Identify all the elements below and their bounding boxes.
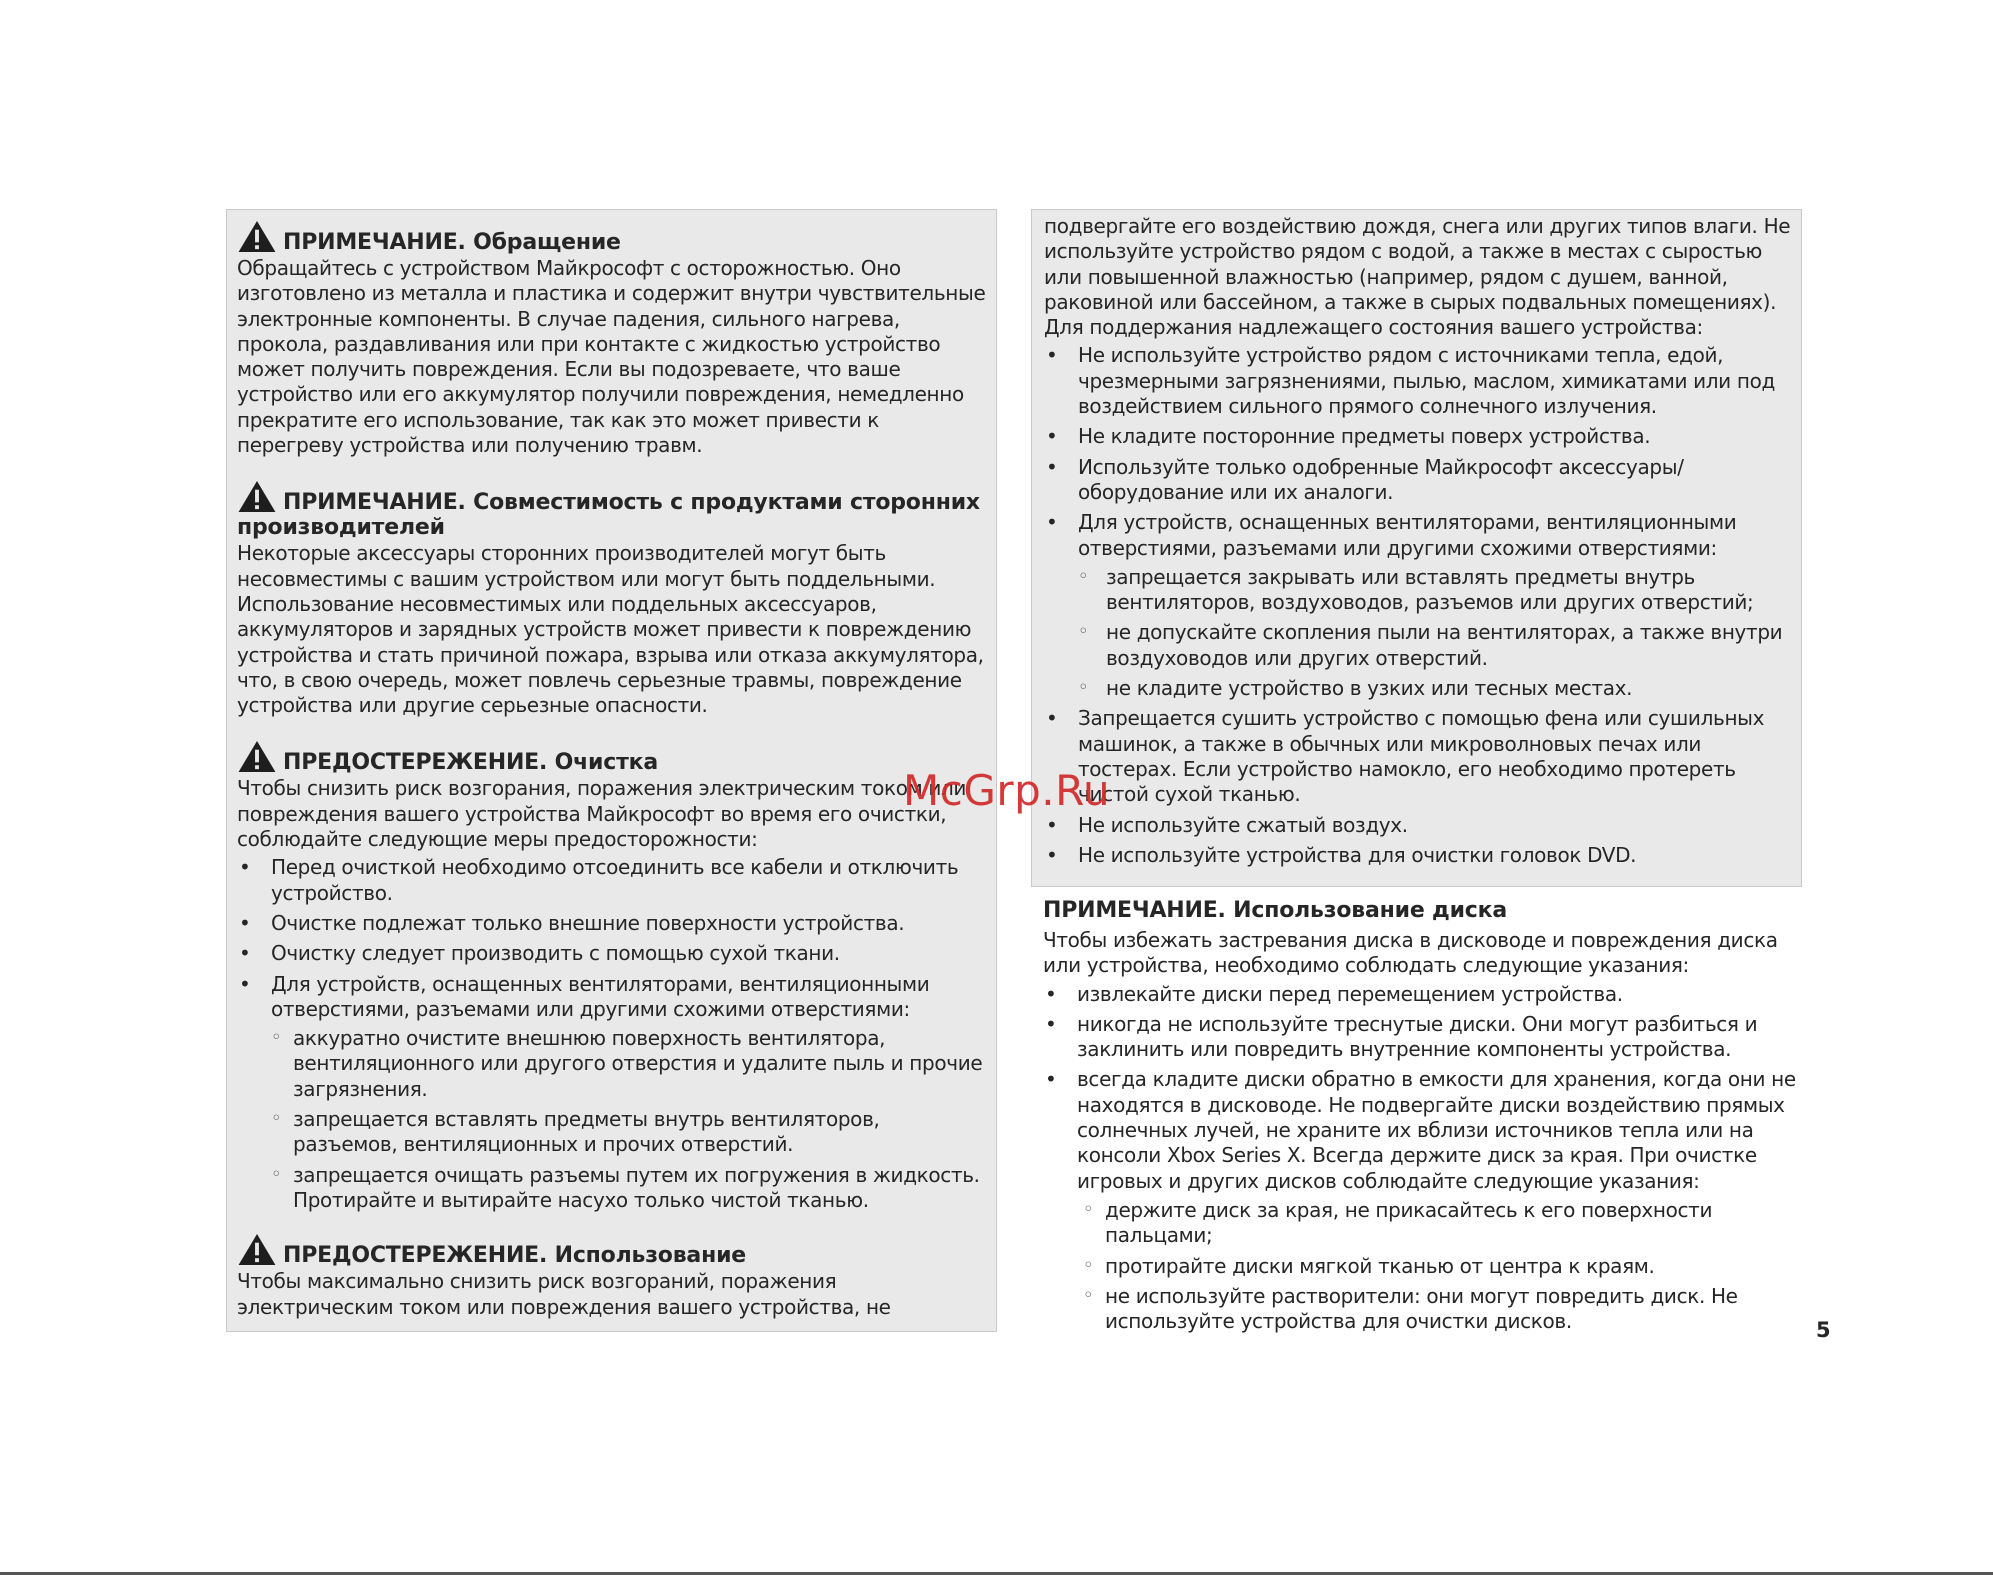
bullet-marker: • [1045, 1067, 1057, 1092]
sub-list [1077, 1198, 1803, 1334]
list-item [1043, 1067, 1803, 1334]
sub-list-item [1078, 676, 1793, 701]
sub-item-text: не кладите устройство в узких или тесных местах. [1106, 676, 1633, 701]
list-item-text: Не используйте устройство рядом с источниками тепла, едой, чрезмерными загрязнениями, пылью, маслом, химикатами или под воздействием сильного прямого солнечного излучения. [1078, 343, 1775, 419]
section-handling [237, 220, 986, 458]
sub-bullet-marker: ◦ [271, 1108, 282, 1130]
list-item-text: Не используйте устройства для очистки головок DVD. [1078, 842, 1637, 867]
sub-item-text: протирайте диски мягкой тканью от центра к краям. [1105, 1253, 1655, 1278]
right-safety-panel [1031, 209, 1802, 887]
list-item [237, 855, 986, 906]
list-item-text: всегда кладите диски обратно в емкости для хранения, когда они не находятся в дисководе. Не подвергайте диски воздействию прямых солнечных лучей, не храните их вблизи источников тепла или на консоли Xbox Series X. Всегда держите диск за края. При очистке игровых и других дисков соблюдайте следующие указания: [1077, 1067, 1796, 1193]
sub-list-item [1083, 1198, 1803, 1249]
bullet-marker: • [239, 971, 251, 996]
sub-bullet-marker: ◦ [1083, 1254, 1094, 1276]
list-item [237, 911, 986, 936]
bullet-marker: • [1046, 510, 1058, 535]
sub-bullet-marker: ◦ [271, 1027, 282, 1049]
section-cleaning [237, 740, 986, 1213]
section-title: ПРЕДОСТЕРЕЖЕНИЕ. Очистка [283, 750, 659, 776]
sub-bullet-marker: ◦ [1083, 1198, 1094, 1220]
bullet-marker: • [239, 855, 251, 880]
bullet-marker: • [1046, 343, 1058, 368]
section-text: Некоторые аксессуары сторонних производителей могут быть несовместимы с вашим устройством или могут быть поддельными. Использование несовместимых или поддельных аксессуаров, аккумуляторов и зарядных устройств может привести к повреждению устройства и стать причиной пожара, взрыва или отказа аккумулятора, что, в свою очередь, может повлечь серьезные травмы, повреждение устройства или другие серьезные опасности. [237, 541, 984, 718]
list-item [1044, 843, 1793, 868]
section-disc-usage [1043, 898, 1803, 1339]
list-item-text: Для устройств, оснащенных вентиляторами, вентиляционными отверстиями, разъемами или другими схожими отверстиями: [1078, 510, 1737, 560]
list-item [237, 972, 986, 1214]
sub-item-text: запрещается закрывать или вставлять предметы внутрь вентиляторов, воздуховодов, разъемов или других отверстий; [1106, 564, 1754, 615]
bullet-list [1043, 982, 1803, 1335]
list-item-text: Используйте только одобренные Майкрософт аксессуары/оборудование или их аналоги. [1078, 454, 1684, 504]
list-item [1044, 343, 1793, 419]
sub-list-item [1078, 565, 1793, 616]
bottom-divider [0, 1572, 1993, 1575]
warning-triangle-icon [237, 480, 277, 513]
list-item [1044, 510, 1793, 701]
sub-item-text: не используйте растворители: они могут повредить диск. Не используйте устройства для очистки дисков. [1105, 1283, 1738, 1334]
list-item-text: извлекайте диски перед перемещением устройства. [1077, 981, 1623, 1006]
list-item-text: Запрещается сушить устройство с помощью фена или сушильных машинок, а также в обычных или микроволновых печах или тостерах. Если устройство намокло, его необходимо протереть чистой сухой тканью. [1078, 706, 1765, 807]
list-item [237, 941, 986, 966]
sub-item-text: запрещается вставлять предметы внутрь вентиляторов, разъемов, вентиляционных и прочих отверстий. [293, 1107, 880, 1157]
list-item-text: Очистке подлежат только внешние поверхности устройства. [271, 910, 905, 935]
section-heading [237, 220, 986, 255]
section-title: ПРИМЕЧАНИЕ. Использование диска [1043, 898, 1507, 923]
section-title: ПРИМЕЧАНИЕ. Обращение [283, 230, 621, 255]
sub-list-item [1078, 620, 1793, 671]
sub-item-text: не допускайте скопления пыли на вентиляторах, а также внутри воздуховодов или других отверстий. [1106, 620, 1783, 670]
list-item [1044, 424, 1793, 449]
sub-item-text: держите диск за края, не прикасайтесь к его поверхности пальцами; [1105, 1197, 1713, 1248]
sub-bullet-marker: ◦ [1083, 1284, 1094, 1306]
section-text: Чтобы снизить риск возгорания, поражения электрическим током или повреждения вашего устройства Майкрософт во время его очистки, соблюдайте следующие меры предосторожности: [237, 776, 967, 852]
list-item [1043, 1012, 1803, 1063]
sub-list-item [271, 1026, 986, 1102]
watermark: McGrp.Ru [903, 766, 1111, 815]
section-heading [237, 1233, 986, 1268]
sub-bullet-marker: ◦ [1078, 677, 1089, 699]
list-item [1044, 706, 1793, 807]
sub-list-item [1083, 1284, 1803, 1335]
sub-item-text: аккуратно очистите внешнюю поверхность вентилятора, вентиляционного или другого отверстия и удалите пыль и прочие загрязнения. [293, 1026, 983, 1101]
continued-text: подвергайте его воздействию дождя, снега или других типов влаги. Не используйте устройство рядом с водой, а также в местах с сыростью или повышенной влажностью (например, рядом с душем, ванной, раковиной или бассейном, а также в сырых подвальных помещениях). Для поддержания надлежащего состояния вашего устройства: [1044, 214, 1791, 340]
list-item [1044, 455, 1793, 506]
list-item [1044, 813, 1793, 838]
section-heading [237, 740, 986, 775]
warning-triangle-icon [237, 220, 277, 253]
sub-bullet-marker: ◦ [1078, 565, 1089, 587]
section-title: ПРЕДОСТЕРЕЖЕНИЕ. Использование [283, 1243, 747, 1269]
list-item-text: Перед очисткой необходимо отсоединить все кабели и отключить устройство. [271, 855, 959, 905]
bullet-marker: • [1046, 454, 1058, 479]
bullet-marker: • [1046, 424, 1058, 449]
list-item-text: Не кладите посторонние предметы поверх устройства. [1078, 424, 1651, 449]
bullet-marker: • [239, 941, 251, 966]
bullet-marker: • [1046, 842, 1058, 867]
list-item-text: Для устройств, оснащенных вентиляторами, вентиляционными отверстиями, разъемами или другими схожими отверстиями: [271, 971, 930, 1021]
section-title: ПРИМЕЧАНИЕ. Совместимость с продуктами сторонних производителей [237, 490, 980, 541]
page-number: 5 [1816, 1318, 1831, 1342]
warning-triangle-icon [237, 740, 277, 773]
bullet-marker: • [239, 910, 251, 935]
sub-list-item [271, 1107, 986, 1158]
sub-bullet-marker: ◦ [1078, 621, 1089, 643]
sub-bullet-marker: ◦ [271, 1163, 282, 1185]
left-safety-panel [226, 209, 997, 1332]
section-compatibility [237, 480, 986, 718]
sub-list [271, 1026, 986, 1213]
bullet-marker: • [1045, 981, 1057, 1006]
bullet-marker: • [1045, 1011, 1057, 1036]
section-heading [237, 480, 986, 540]
sub-list [1078, 565, 1793, 701]
list-item-text: Не используйте сжатый воздух. [1078, 812, 1408, 837]
sub-list-item [1083, 1254, 1803, 1279]
section-text: Чтобы максимально снизить риск возгораний, поражения электрическим током или повреждения вашего устройства, не [237, 1269, 891, 1319]
section-text: Чтобы избежать застревания диска в дисководе и повреждения диска или устройства, необходимо соблюдать следующие указания: [1043, 928, 1778, 978]
section-usage [237, 1233, 986, 1320]
list-item [1043, 982, 1803, 1007]
list-item-text: Очистку следует производить с помощью сухой ткани. [271, 941, 840, 966]
bullet-list [237, 855, 986, 1213]
list-item-text: никогда не используйте треснутые диски. Они могут разбиться и заклинить или повредить внутренние компоненты устройства. [1077, 1011, 1758, 1062]
sub-item-text: запрещается очищать разъемы путем их погружения в жидкость. Протирайте и вытирайте насухо только чистой тканью. [293, 1162, 980, 1212]
sub-list-item [271, 1163, 986, 1214]
warning-triangle-icon [237, 1233, 277, 1266]
bullet-marker: • [1046, 706, 1058, 731]
bullet-marker: • [1046, 812, 1058, 837]
bullet-list [1044, 343, 1793, 868]
section-text: Обращайтесь с устройством Майкрософт с осторожностью. Оно изготовлено из металла и пластика и содержит внутри чувствительные электронные компоненты. В случае падения, сильного нагрева, прокола, раздавливания или при контакте с жидкостью устройство может получить повреждения. Если вы подозреваете, что ваше устройство или его аккумулятор получили повреждения, немедленно прекратите его использование, так как это может привести к перегреву устройства или получению травм. [237, 256, 986, 458]
